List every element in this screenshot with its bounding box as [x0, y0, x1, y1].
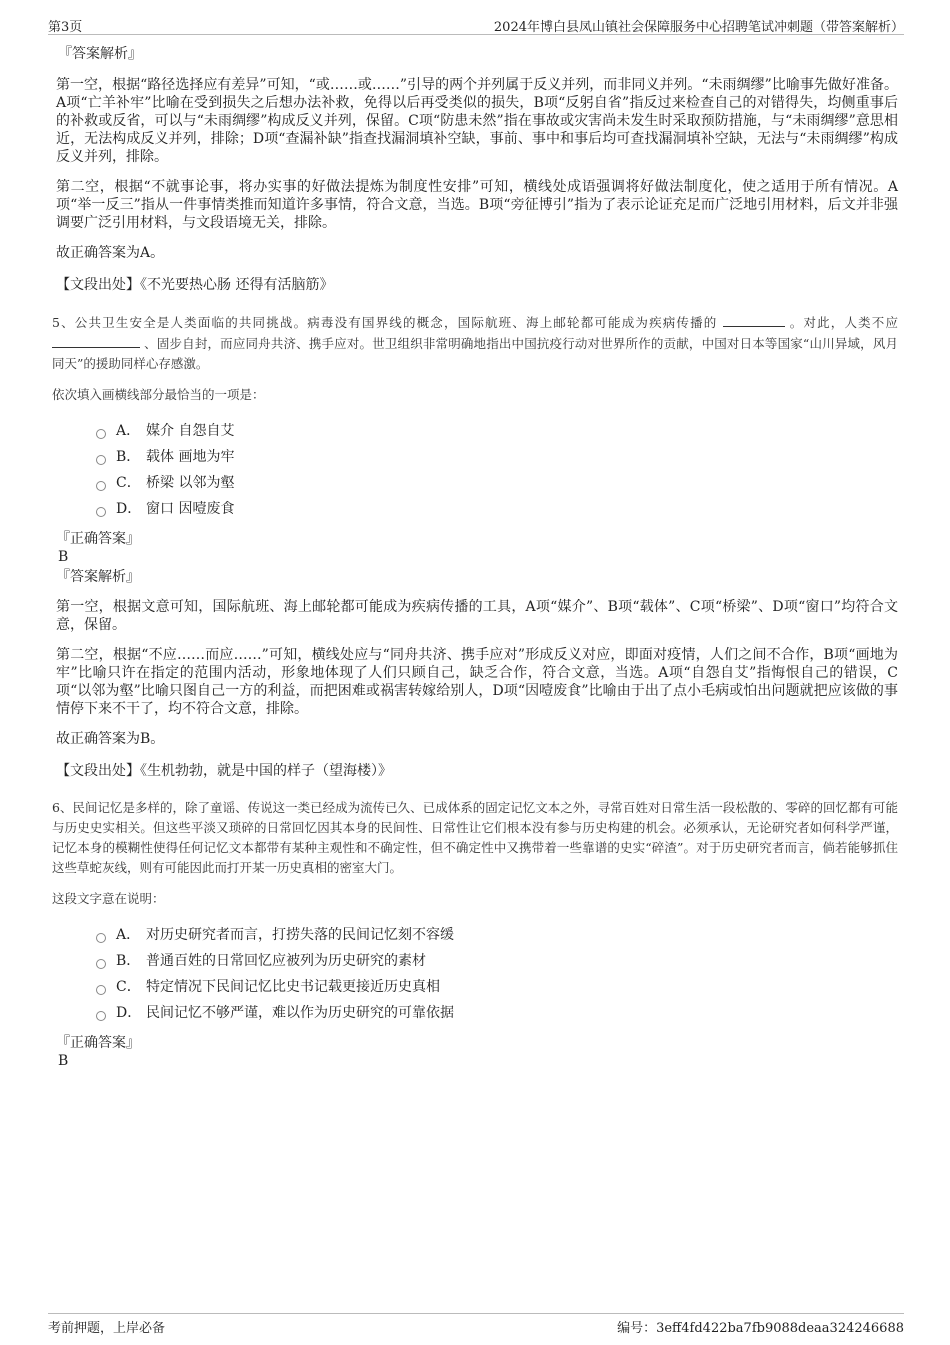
option-text: 窗口 因噎废食 [146, 501, 235, 517]
q5-stem-part-2: 。对此，人类不应 [789, 315, 898, 330]
option-letter: C． [116, 979, 141, 995]
radio-icon[interactable] [96, 985, 106, 995]
q6-option-b[interactable] [96, 948, 898, 974]
radio-icon[interactable] [96, 429, 106, 439]
page-number: 第3页 [48, 20, 83, 35]
option-text: 桥梁 以邻为壑 [146, 475, 235, 491]
radio-icon[interactable] [96, 455, 106, 465]
document-id: 编号：3eff4fd422ba7fb9088deaa324246688 [617, 1321, 904, 1336]
option-letter: B． [116, 449, 141, 465]
q5-option-b[interactable] [96, 444, 898, 470]
option-letter: A． [116, 927, 141, 943]
page-header [48, 14, 904, 35]
q5-stem-part-3: 、固步自封，而应同舟共济、携手应对。世卫组织非常明确地指出中国抗疫行动对世界所作的贡献，中国对日本等国家“山川异域，风月同天”的援助同样心存感激。 [52, 336, 898, 371]
q5-source: 【文段出处】《生机勃勃，就是中国的样子（望海楼）》 [56, 763, 392, 779]
q5-blank-1 [723, 312, 785, 327]
q6-option-c[interactable] [96, 974, 898, 1000]
q5-analysis-label: 『答案解析』 [56, 569, 140, 585]
q5-analysis-para-2: 第二空，根据“不应……而应……”可知，横线处应与“同舟共济、携手应对”形成反义对应，即面对疫情，人们之间不合作，B项“画地为牢”比喻只许在指定的范围内活动，形象地体现了人们只顾自己，缺乏合作，符合文意，当选。A项“自怨自艾”指悔恨自己的错误，C项“以邻为壑”比喻只图自己一方的利益，而把困难或祸害转嫁给别人，D项“因噎废食”比喻由于出了点小毛病或怕出问题就把应该做的事情停下来不干了，均不符合文意，排除。 [56, 647, 898, 717]
page-footer [48, 1313, 904, 1336]
q5-options [96, 418, 898, 522]
radio-icon[interactable] [96, 481, 106, 491]
document-title: 2024年博白县凤山镇社会保障服务中心招聘笔试冲刺题（带答案解析） [493, 20, 904, 35]
footer-slogan: 考前押题，上岸必备 [48, 1321, 166, 1336]
q6-options [96, 922, 898, 1026]
q5-blank-2 [52, 333, 140, 348]
option-letter: B． [116, 953, 141, 969]
q5-option-a[interactable] [96, 418, 898, 444]
option-letter: D． [116, 1005, 142, 1021]
option-text: 媒介 自怨自艾 [146, 423, 235, 439]
q6-stem: 6、民间记忆是多样的，除了童谣、传说这一类已经成为流传已久、已成体系的固定记忆文本之外，寻常百姓对日常生活一段松散的、零碎的回忆都有可能与历史史实相关。但这些平淡又琐碎的日常回忆因其本身的民间性、日常性让它们根本没有参与历史构建的机会。必须承认，无论研究者如何科学严谨，记忆本身的模糊性使得任何记忆文本都带有某种主观性和不确定性，但不确定性中又携带着一些靠谱的史实“碎渣”。对于历史研究者而言，倘若能够抓住这些草蛇灰线，则有可能因此而打开某一历史真相的密室大门。 [52, 800, 898, 875]
q6-option-a[interactable] [96, 922, 898, 948]
q5-analysis-para-1: 第一空，根据文意可知，国际航班、海上邮轮都可能成为疾病传播的工具，A项“媒介”、B项“载体”、C项“桥梁”、D项“窗口”均符合文意，保留。 [56, 599, 898, 633]
q4-analysis-para-2: 第二空，根据“不就事论事，将办实事的好做法提炼为制度性安排”可知，横线处成语强调将好做法制度化，使之适用于所有情况。A项“举一反三”指从一件事情类推而知道许多事情，符合文意，当选。B项“旁征博引”指为了表示论证充足而广泛地引用材料，后文并非强调要广泛引用材料，与文段语境无关，排除。 [56, 179, 898, 231]
radio-icon[interactable] [96, 933, 106, 943]
option-text: 民间记忆不够严谨，难以作为历史研究的可靠依据 [146, 1005, 454, 1021]
q4-source: 【文段出处】《不光要热心肠 还得有活脑筋》 [56, 277, 334, 293]
q5-stem-part-1: 5、公共卫生安全是人类面临的共同挑战。病毒没有国界线的概念，国际航班、海上邮轮都可能成为疾病传播的 [52, 315, 718, 330]
q5-correct-label: 『正确答案』 [56, 531, 140, 547]
q5-prompt: 依次填入画横线部分最恰当的一项是： [52, 387, 265, 402]
q5-option-c[interactable] [96, 470, 898, 496]
option-text: 普通百姓的日常回忆应被列为历史研究的素材 [146, 953, 426, 969]
q6-correct-label: 『正确答案』 [56, 1035, 140, 1051]
option-text: 载体 画地为牢 [146, 449, 235, 465]
q4-analysis-label: 『答案解析』 [58, 46, 142, 62]
q6-option-d[interactable] [96, 1000, 898, 1026]
option-text: 对历史研究者而言，打捞失落的民间记忆刻不容缓 [146, 927, 454, 943]
q4-analysis-para-1: 第一空，根据“路径选择应有差异”可知，“或……或……”引导的两个并列属于反义并列，而非同义并列。“未雨绸缪”比喻事先做好准备。A项“亡羊补牢”比喻在受到损失之后想办法补救，免得以后再受类似的损失，B项“反躬自省”指反过来检查自己的对错得失，均侧重事后的补救或反省，可以与“未雨绸缪”构成反义并列，保留。C项“防患未然”指在事故或灾害尚未发生时采取预防措施，与“未雨绸缪”意思相近，无法构成反义并列，排除；D项“查漏补缺”指查找漏洞填补空缺，事前、事中和事后均可查找漏洞填补空缺，无法与“未雨绸缪”构成反义并列，排除。 [56, 77, 898, 165]
radio-icon[interactable] [96, 959, 106, 969]
option-letter: D． [116, 501, 142, 517]
option-text: 特定情况下民间记忆比史书记载更接近历史真相 [146, 979, 440, 995]
option-letter: A． [116, 423, 141, 439]
q4-conclusion: 故正确答案为A。 [56, 245, 165, 261]
page-content [52, 44, 898, 1070]
q6-correct-answer: B [58, 1053, 69, 1069]
radio-icon[interactable] [96, 507, 106, 517]
q6-prompt: 这段文字意在说明： [52, 891, 165, 906]
q5-conclusion: 故正确答案为B。 [56, 731, 165, 747]
radio-icon[interactable] [96, 1011, 106, 1021]
q5-correct-answer: B [58, 549, 69, 565]
q5-option-d[interactable] [96, 496, 898, 522]
q5-stem [52, 312, 898, 374]
option-letter: C． [116, 475, 141, 491]
